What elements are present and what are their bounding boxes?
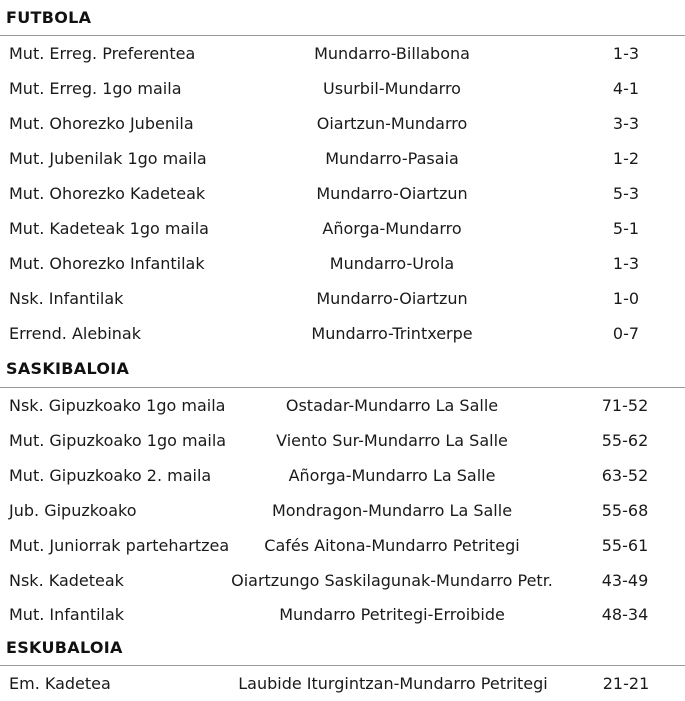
match-cell: Añorga-Mundarro La Salle xyxy=(288,466,496,485)
table-row xyxy=(0,36,685,71)
table-row xyxy=(0,316,685,351)
match-cell: Viento Sur-Mundarro La Salle xyxy=(276,431,508,450)
match-cell: Oiartzungo Saskilagunak-Mundarro Petr. xyxy=(231,571,553,590)
category-cell: Mut. Erreg. 1go maila xyxy=(9,79,182,98)
table-row xyxy=(0,597,685,632)
score-cell: 1-3 xyxy=(612,44,640,63)
table-row xyxy=(0,246,685,281)
score-cell: 63-52 xyxy=(601,466,649,485)
category-cell: Mut. Juniorrak partehartzea xyxy=(9,536,230,555)
section-title-eskubaloia: ESKUBALOIA xyxy=(6,638,123,657)
category-cell: Errend. Alebinak xyxy=(9,324,141,343)
table-row xyxy=(0,106,685,141)
category-cell: Mut. Gipuzkoako 2. maila xyxy=(9,466,212,485)
table-row xyxy=(0,211,685,246)
table-row xyxy=(0,176,685,211)
category-cell: Mut. Gipuzkoako 1go maila xyxy=(9,431,227,450)
table-row xyxy=(0,563,685,598)
section-title-saskibaloia: SASKIBALOIA xyxy=(6,359,130,378)
match-cell: Oiartzun-Mundarro xyxy=(316,114,468,133)
score-cell: 4-1 xyxy=(612,79,640,98)
category-cell: Nsk. Kadeteak xyxy=(9,571,124,590)
match-cell: Mundarro-Billabona xyxy=(314,44,470,63)
table-row xyxy=(0,493,685,528)
match-cell: Añorga-Mundarro xyxy=(322,219,462,238)
category-cell: Mut. Jubenilak 1go maila xyxy=(9,149,207,168)
score-cell: 1-0 xyxy=(612,289,640,308)
category-cell: Mut. Kadeteak 1go maila xyxy=(9,219,209,238)
score-cell: 5-1 xyxy=(612,219,640,238)
score-cell: 71-52 xyxy=(601,396,649,415)
match-cell: Cafés Aitona-Mundarro Petritegi xyxy=(264,536,520,555)
score-cell: 1-3 xyxy=(612,254,640,273)
match-cell: Mundarro Petritegi-Erroibide xyxy=(279,605,505,624)
score-cell: 0-7 xyxy=(612,324,640,343)
table-row xyxy=(0,141,685,176)
score-cell: 55-61 xyxy=(601,536,649,555)
table-row xyxy=(0,528,685,563)
category-cell: Mut. Infantilak xyxy=(9,605,125,624)
match-cell: Ostadar-Mundarro La Salle xyxy=(285,396,499,415)
table-row xyxy=(0,281,685,316)
table-row xyxy=(0,423,685,458)
category-cell: Nsk. Gipuzkoako 1go maila xyxy=(9,396,226,415)
match-cell: Laubide Iturgintzan-Mundarro Petritegi xyxy=(238,674,548,693)
category-cell: Em. Kadetea xyxy=(9,674,111,693)
score-cell: 48-34 xyxy=(601,605,649,624)
category-cell: Nsk. Infantilak xyxy=(9,289,124,308)
table-row xyxy=(0,666,685,701)
match-cell: Mondragon-Mundarro La Salle xyxy=(271,501,513,520)
match-cell: Mundarro-Pasaia xyxy=(325,149,459,168)
section-title-futbola: FUTBOLA xyxy=(6,8,92,27)
match-cell: Mundarro-Trintxerpe xyxy=(311,324,473,343)
category-cell: Mut. Ohorezko Jubenila xyxy=(9,114,194,133)
score-cell: 21-21 xyxy=(602,674,650,693)
category-cell: Mut. Ohorezko Infantilak xyxy=(9,254,205,273)
score-cell: 3-3 xyxy=(612,114,640,133)
table-row xyxy=(0,71,685,106)
match-cell: Mundarro-Urola xyxy=(329,254,455,273)
match-cell: Usurbil-Mundarro xyxy=(323,79,461,98)
table-row xyxy=(0,388,685,423)
score-cell: 5-3 xyxy=(612,184,640,203)
match-cell: Mundarro-Oiartzun xyxy=(316,184,468,203)
score-cell: 55-68 xyxy=(601,501,649,520)
score-cell: 1-2 xyxy=(612,149,640,168)
score-cell: 55-62 xyxy=(601,431,649,450)
table-row xyxy=(0,458,685,493)
category-cell: Mut. Ohorezko Kadeteak xyxy=(9,184,206,203)
category-cell: Jub. Gipuzkoako xyxy=(9,501,137,520)
score-cell: 43-49 xyxy=(601,571,649,590)
category-cell: Mut. Erreg. Preferentea xyxy=(9,44,196,63)
match-cell: Mundarro-Oiartzun xyxy=(316,289,468,308)
